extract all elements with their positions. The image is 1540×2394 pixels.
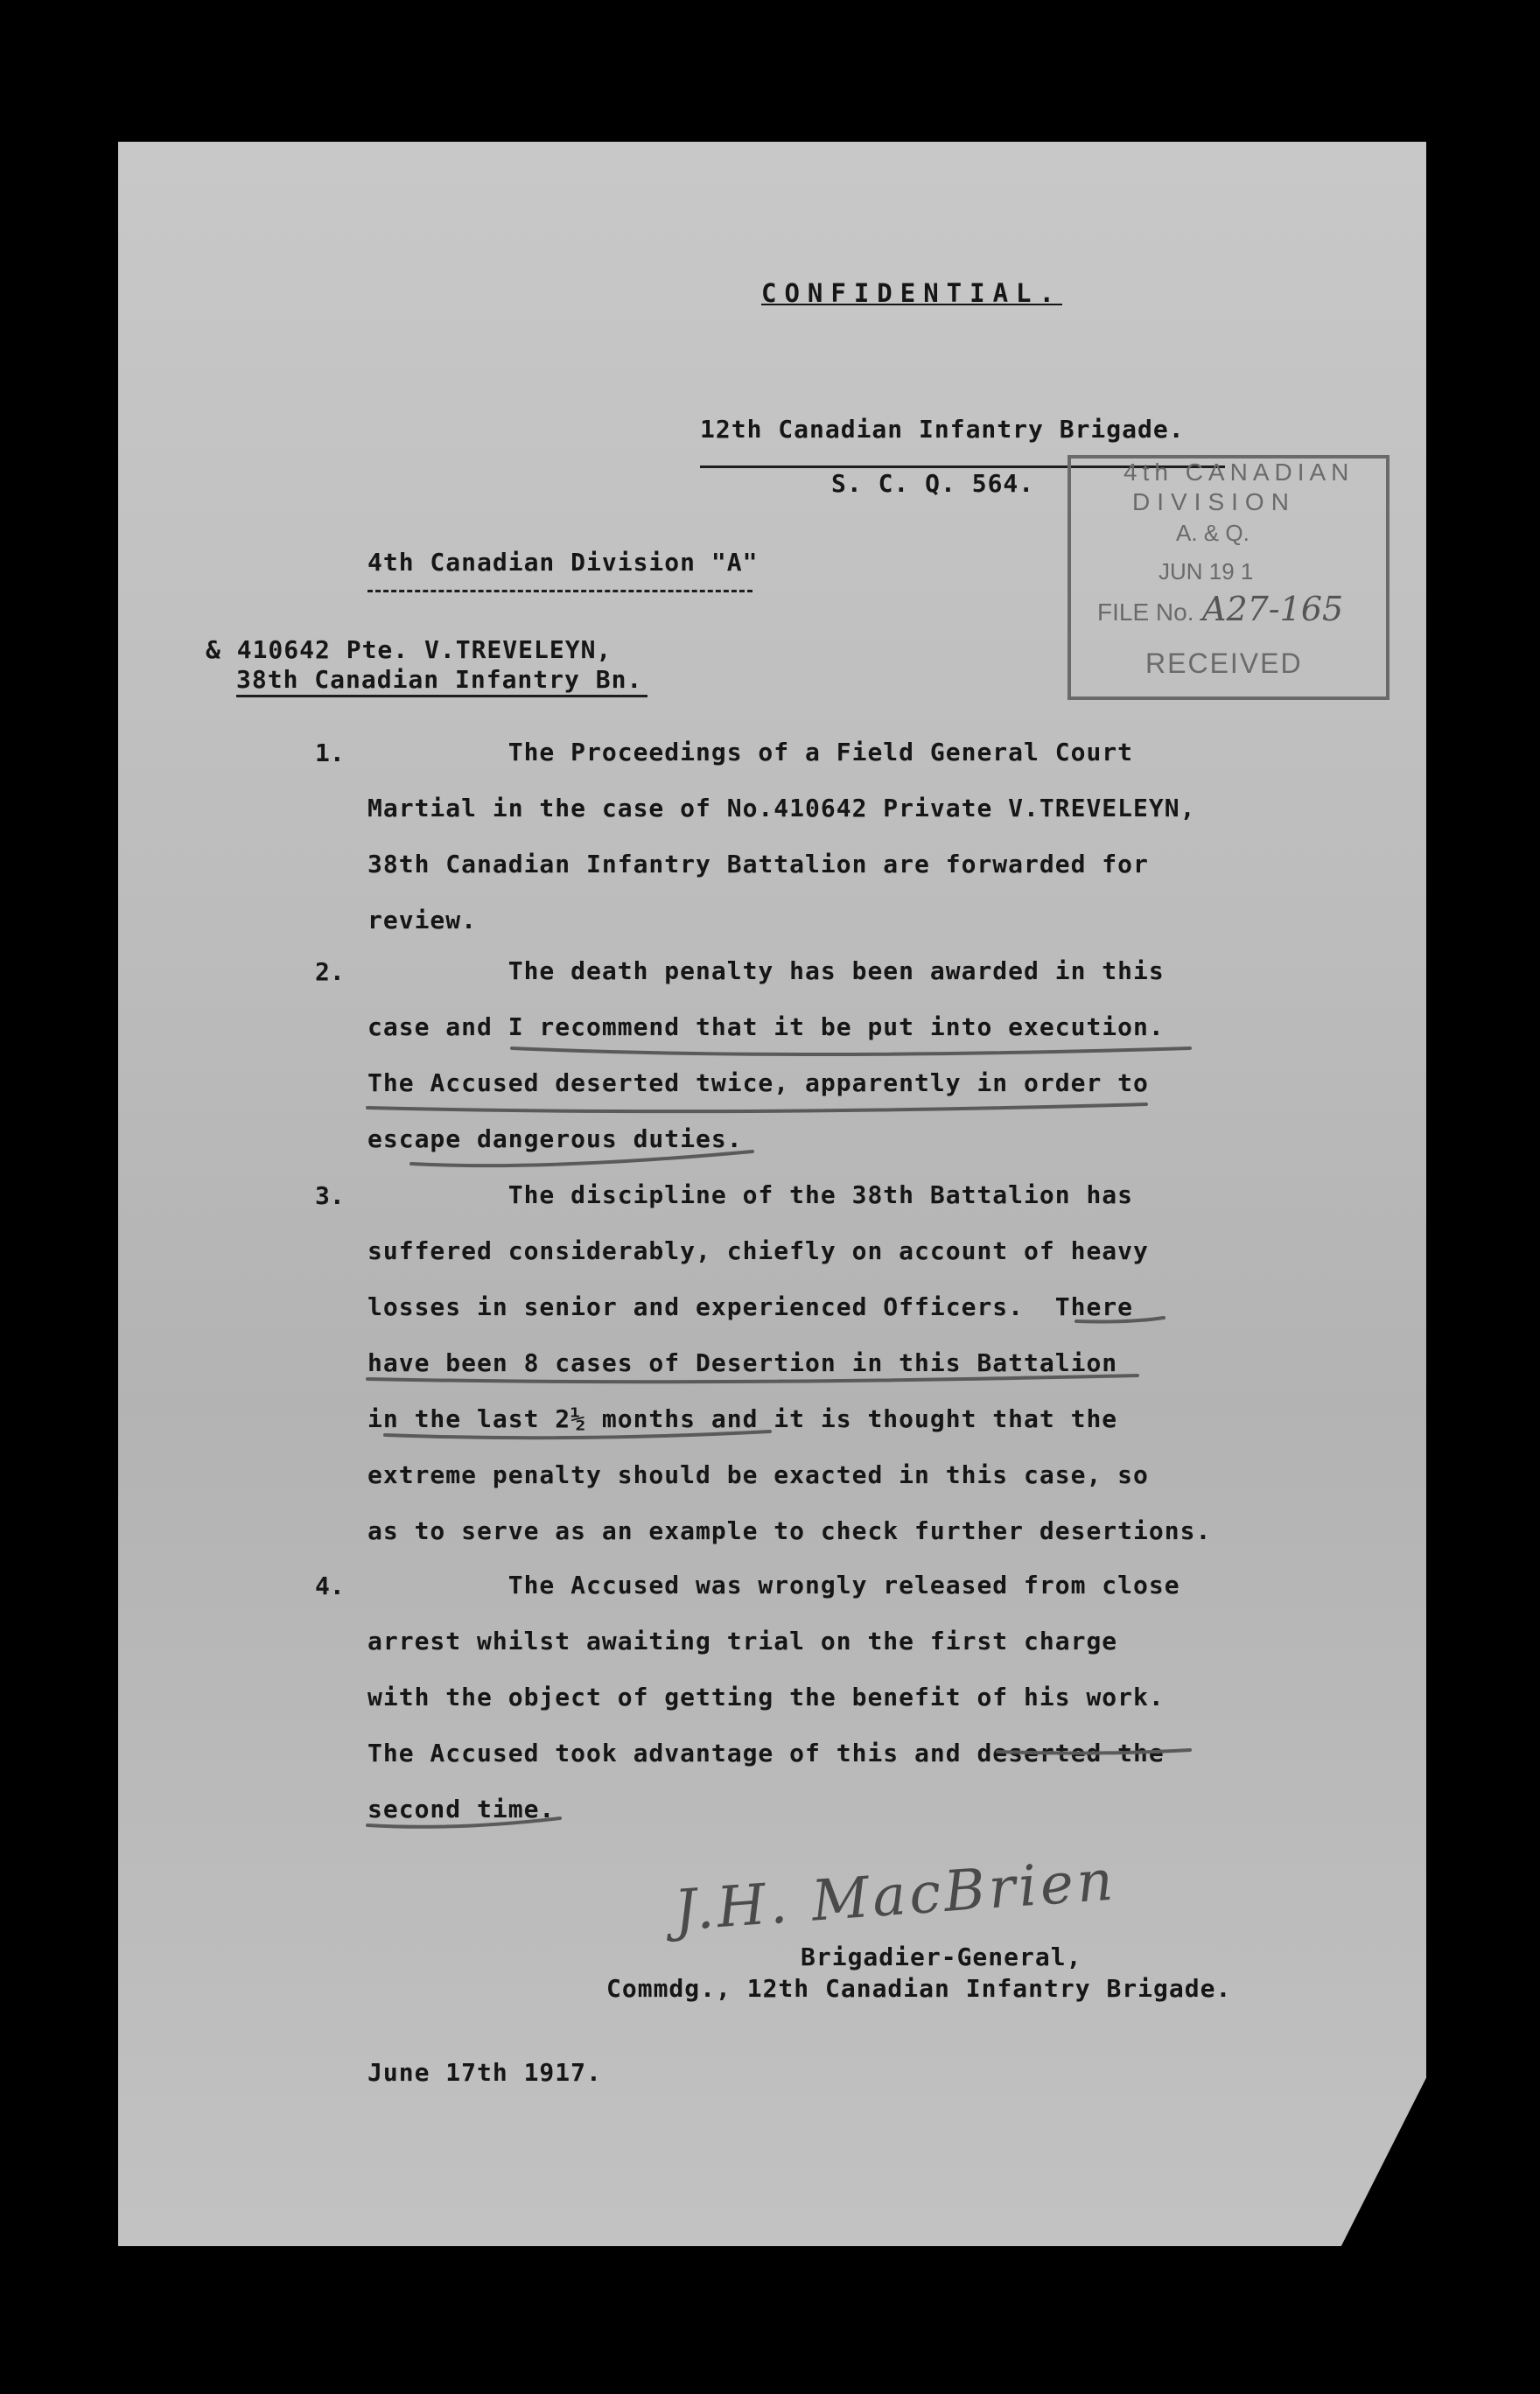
paragraph-line: with the object of getting the benefit of his work. [368,1683,1165,1712]
addressee: 4th Canadian Division "A" [368,548,759,577]
paragraph-line: The discipline of the 38th Battalion has [368,1180,1134,1209]
paragraph-line: as to serve as an example to check further desertions. [368,1516,1212,1545]
underline-deserted-the [998,1750,1190,1754]
paragraph-number-1: 1. [315,738,345,767]
paragraph-line: case and I recommend that it be put into execution. [368,1012,1165,1041]
paragraph-line: escape dangerous duties. [368,1124,743,1153]
stamp-file-label: FILE No. [1097,598,1194,626]
paragraph-number-3: 3. [315,1181,345,1210]
underline-there [1076,1318,1164,1322]
paragraph-line: The Accused was wrongly released from close [368,1571,1180,1600]
paragraph-line: 38th Canadian Infantry Battalion are forwarded for [368,850,1149,878]
underline-deserted-twice [368,1104,1146,1111]
handwritten-signature: J.H. MacBrien [672,1848,1119,1944]
paragraph-line: suffered considerably, chiefly on account of heavy [368,1236,1149,1265]
stamp-received: RECEIVED [1145,648,1303,679]
stamp-file-number: A27-165 [1202,590,1344,628]
classification-heading: CONFIDENTIAL. [761,278,1062,308]
subject-line-1: & 410642 Pte. V.TREVELEYN, [206,635,612,664]
underline-cases [368,1376,1138,1382]
paragraph-line: in the last 2½ months and it is thought that the [368,1404,1118,1433]
paragraph-line: have been 8 cases of Desertion in this Battalion [368,1348,1118,1377]
paragraph-line: review. [368,906,478,934]
stamp-line-2: DIVISION [1132,488,1296,515]
stamp-date: JUN 19 1 [1158,558,1254,584]
underline-second-time [368,1818,560,1827]
paragraph-number-4: 4. [315,1572,345,1600]
paragraph-line: Martial in the case of No.410642 Private V.TREVELEYN, [368,794,1196,822]
paragraph-number-2: 2. [315,957,345,986]
paragraph-line: arrest whilst awaiting trial on the first charge [368,1627,1118,1656]
paragraph-line: losses in senior and experienced Officers. There [368,1292,1134,1321]
signatory-command: Commdg., 12th Canadian Infantry Brigade. [606,1974,1232,2003]
paragraph-line: second time. [368,1795,556,1824]
stamp-line-3: A. & Q. [1176,520,1250,546]
from-unit: 12th Canadian Infantry Brigade. [700,415,1185,444]
underline-months [385,1432,770,1438]
paragraph-line: The Accused deserted twice, apparently in order to [368,1068,1149,1097]
paragraph-line: The death penalty has been awarded in this [368,956,1165,985]
reference-number: S. C. Q. 564. [831,469,1035,498]
document-date: June 17th 1917. [368,2058,602,2087]
stamp-line-1: 4th CANADIAN [1124,458,1354,486]
paragraph-line: The Accused took advantage of this and deserted the [368,1739,1165,1768]
underline-recommend [512,1048,1190,1054]
paragraph-line: extreme penalty should be exacted in this case, so [368,1460,1149,1489]
paragraph-line: The Proceedings of a Field General Court [368,738,1134,766]
underline-escape [411,1152,752,1166]
subject-line-2: 38th Canadian Infantry Bn. [236,665,643,694]
signatory-title: Brigadier-General, [801,1942,1082,1971]
